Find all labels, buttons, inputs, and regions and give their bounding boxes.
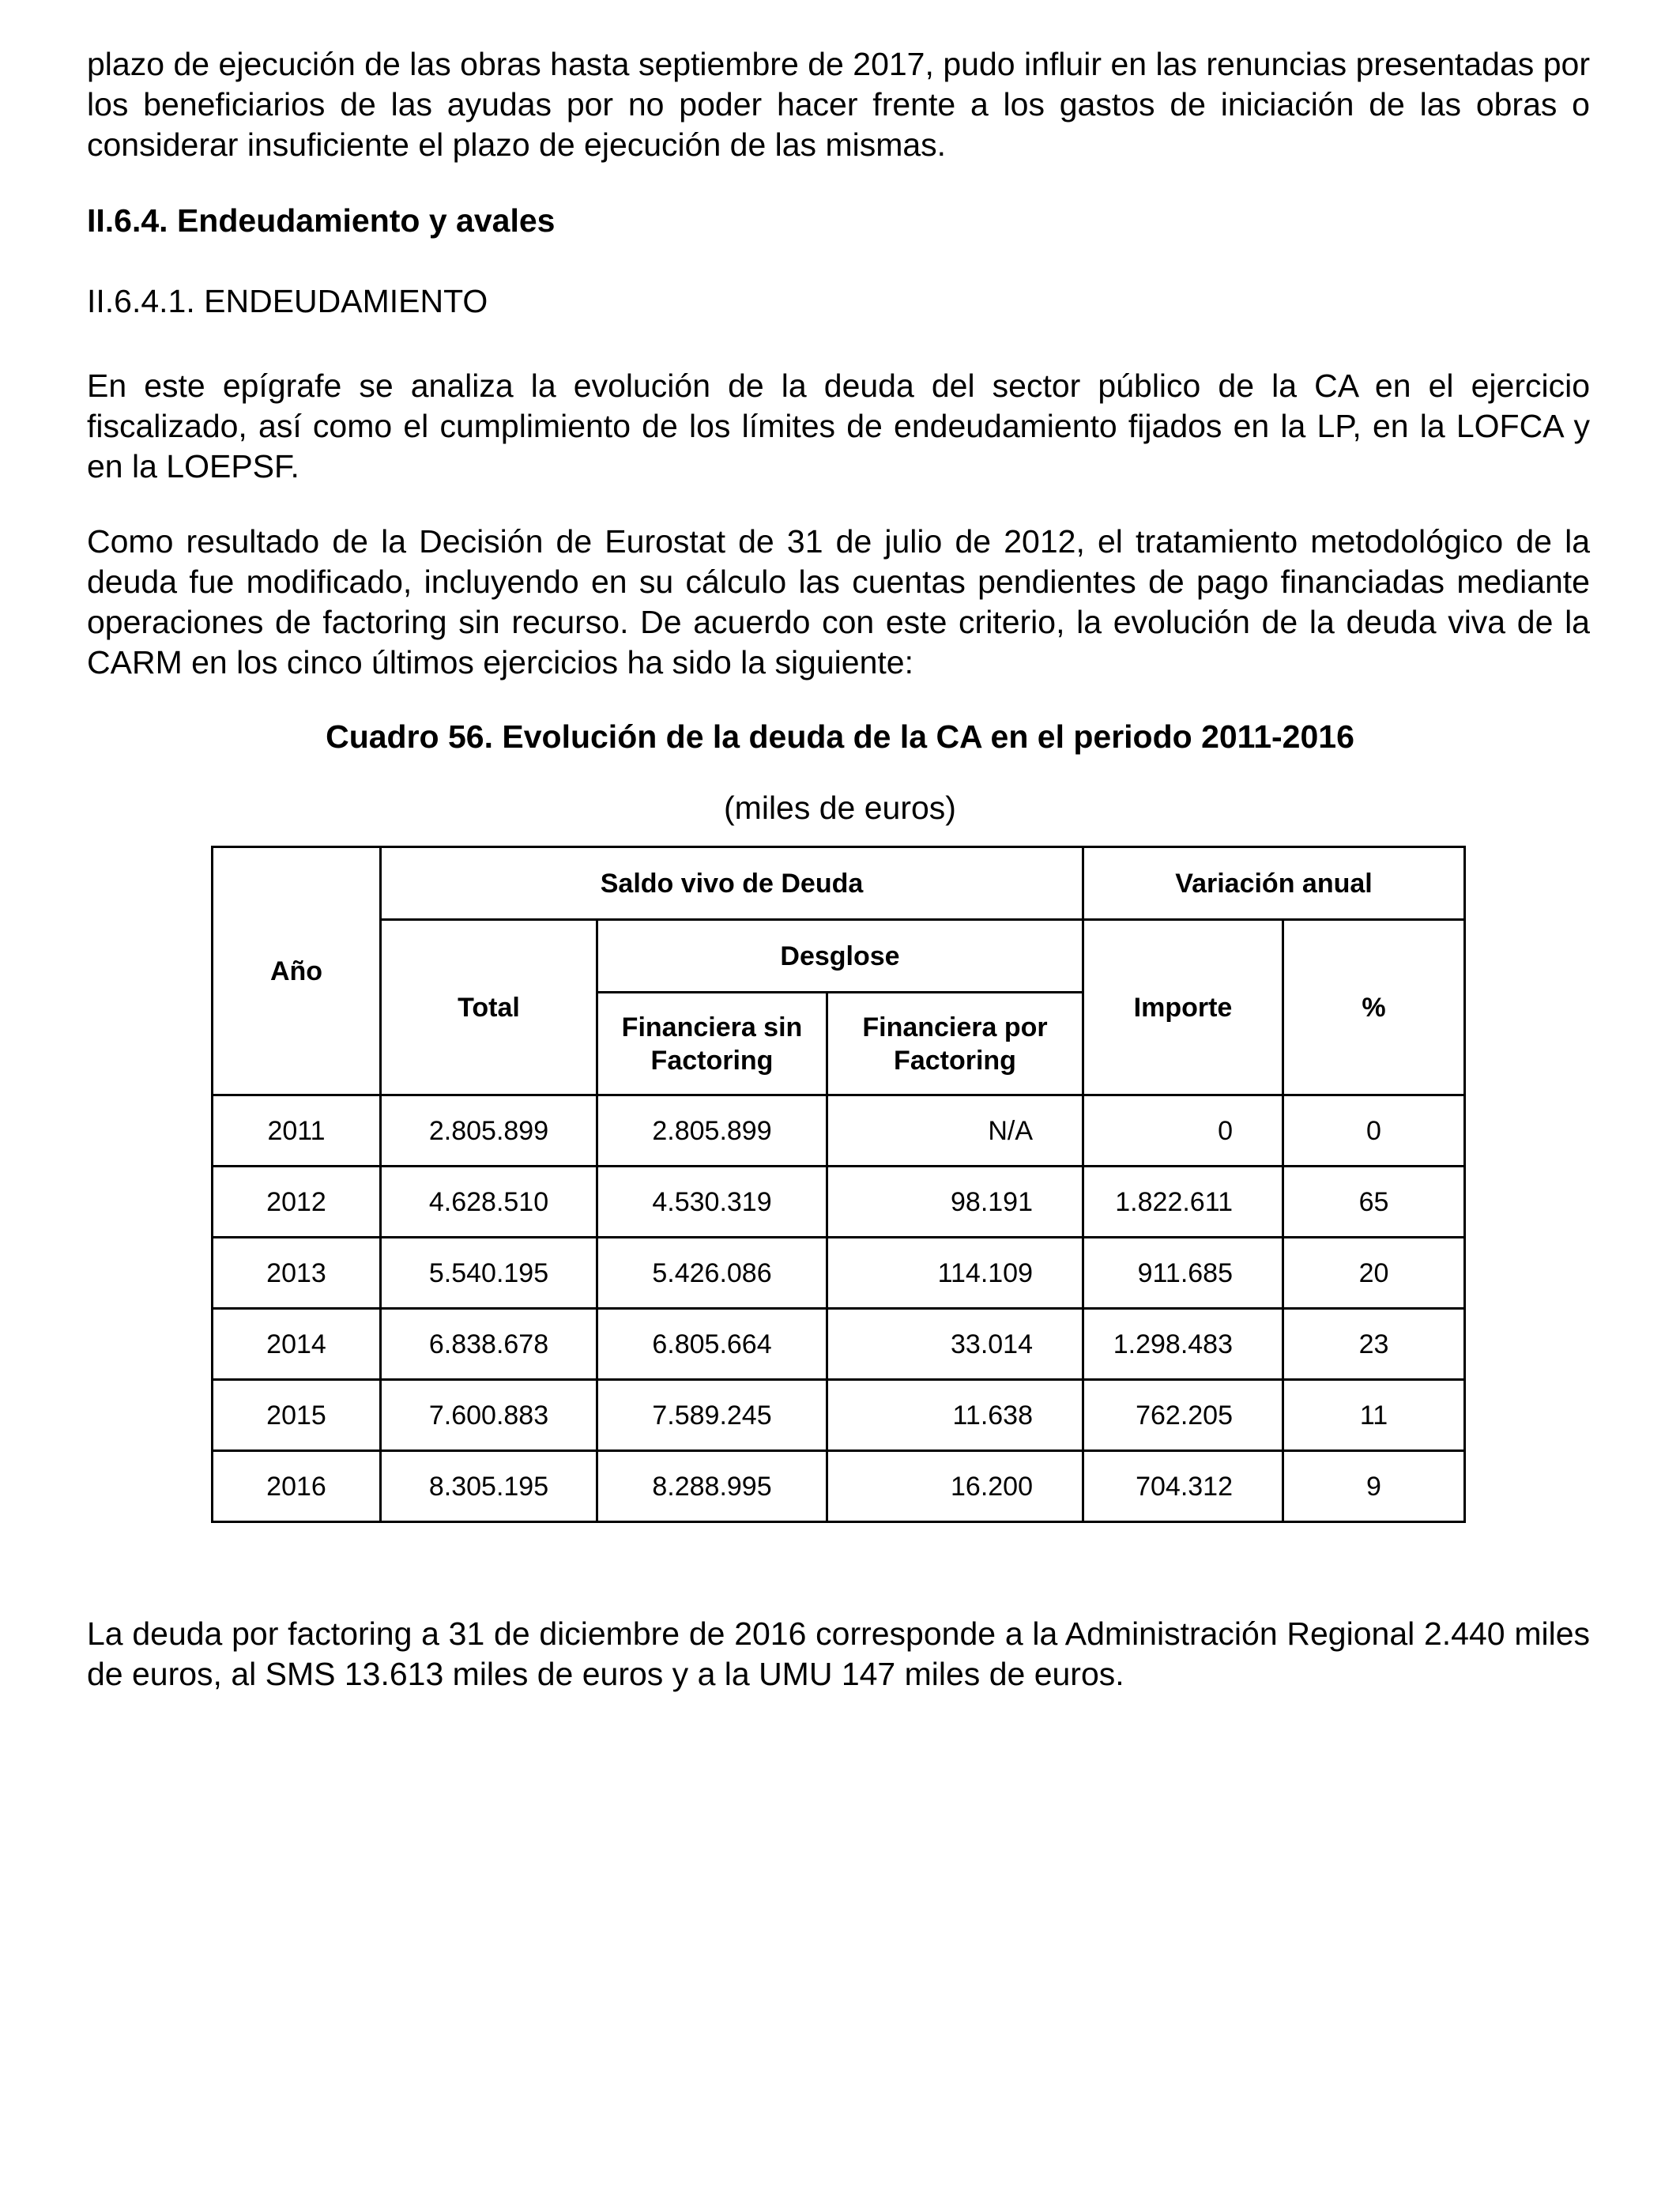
cell-year: 2014: [213, 1309, 381, 1380]
cell-total: 7.600.883: [381, 1380, 597, 1451]
cell-total: 5.540.195: [381, 1238, 597, 1309]
cell-year: 2015: [213, 1380, 381, 1451]
cell-percent: 9: [1283, 1451, 1465, 1522]
table-row: [213, 1238, 1465, 1309]
subsection-heading: II.6.4.1. ENDEUDAMIENTO: [87, 283, 488, 319]
cell-por-factoring: 114.109: [827, 1238, 1083, 1309]
cell-total: 6.838.678: [381, 1309, 597, 1380]
cell-percent: 23: [1283, 1309, 1465, 1380]
cell-sin-factoring: 2.805.899: [597, 1095, 827, 1167]
cell-year: 2016: [213, 1451, 381, 1522]
cell-percent: 20: [1283, 1238, 1465, 1309]
header-financial-no-factoring: Financiera sin Factoring: [597, 993, 827, 1095]
table-row: [213, 1451, 1465, 1522]
cell-por-factoring: N/A: [827, 1095, 1083, 1167]
cell-importe: 911.685: [1083, 1238, 1283, 1309]
table-units: (miles de euros): [724, 790, 956, 826]
header-percent: %: [1283, 920, 1465, 1095]
section-heading: II.6.4. Endeudamiento y avales: [87, 202, 556, 239]
closing-paragraph: La deuda por factoring a 31 de diciembre de 2016 corresponde a la Administración Regional 2.440 miles de euros, al SMS 13.613 miles de euros y a la UMU 147 miles de euros.: [87, 1615, 1590, 1692]
cell-percent: 0: [1283, 1095, 1465, 1167]
table-row: [213, 1167, 1465, 1238]
paragraph-scope: En este epígrafe se analiza la evolución de la deuda del sector público de la CA en el ejercicio fiscalizado, así como el cumplimiento de los límites de endeudamiento fijados en la LP, en la LOFCA y en la LOEPSF.: [87, 368, 1590, 484]
table-row: [213, 1309, 1465, 1380]
intro-paragraph: plazo de ejecución de las obras hasta septiembre de 2017, pudo influir en las renuncias presentadas por los beneficiarios de las ayudas por no poder hacer frente a los gastos de iniciación de las obras o considerar insuficiente el plazo de ejecución de las mismas.: [87, 46, 1590, 163]
cell-total: 8.305.195: [381, 1451, 597, 1522]
cell-percent: 11: [1283, 1380, 1465, 1451]
header-amount: Importe: [1083, 920, 1283, 1095]
header-breakdown: Desglose: [597, 920, 1083, 993]
cell-importe: 704.312: [1083, 1451, 1283, 1522]
cell-sin-factoring: 4.530.319: [597, 1167, 827, 1238]
cell-importe: 1.822.611: [1083, 1167, 1283, 1238]
paragraph-methodology: Como resultado de la Decisión de Eurostat de 31 de julio de 2012, el tratamiento metodológico de la deuda fue modificado, incluyendo en su cálculo las cuentas pendientes de pago financiadas mediante operaciones de factoring sin recurso. De acuerdo con este criterio, la evolución de la deuda viva de la CARM en los cinco últimos ejercicios ha sido la siguiente:: [87, 523, 1590, 680]
cell-importe: 762.205: [1083, 1380, 1283, 1451]
header-year: Año: [213, 847, 381, 1095]
header-variation-group: Variación anual: [1083, 847, 1465, 920]
table-title: Cuadro 56. Evolución de la deuda de la CA en el periodo 2011-2016: [326, 718, 1354, 755]
header-financial-factoring: Financiera por Factoring: [827, 993, 1083, 1095]
cell-sin-factoring: 8.288.995: [597, 1451, 827, 1522]
table-row: [213, 1095, 1465, 1167]
cell-por-factoring: 16.200: [827, 1451, 1083, 1522]
cell-percent: 65: [1283, 1167, 1465, 1238]
cell-sin-factoring: 5.426.086: [597, 1238, 827, 1309]
cell-year: 2013: [213, 1238, 381, 1309]
cell-importe: 1.298.483: [1083, 1309, 1283, 1380]
cell-sin-factoring: 7.589.245: [597, 1380, 827, 1451]
cell-total: 4.628.510: [381, 1167, 597, 1238]
cell-year: 2011: [213, 1095, 381, 1167]
cell-importe: 0: [1083, 1095, 1283, 1167]
cell-por-factoring: 33.014: [827, 1309, 1083, 1380]
cell-por-factoring: 11.638: [827, 1380, 1083, 1451]
cell-por-factoring: 98.191: [827, 1167, 1083, 1238]
header-total: Total: [381, 920, 597, 1095]
cell-sin-factoring: 6.805.664: [597, 1309, 827, 1380]
cell-total: 2.805.899: [381, 1095, 597, 1167]
table-row: [213, 1380, 1465, 1451]
debt-table: [211, 846, 1466, 1523]
header-balance-group: Saldo vivo de Deuda: [381, 847, 1083, 920]
cell-year: 2012: [213, 1167, 381, 1238]
